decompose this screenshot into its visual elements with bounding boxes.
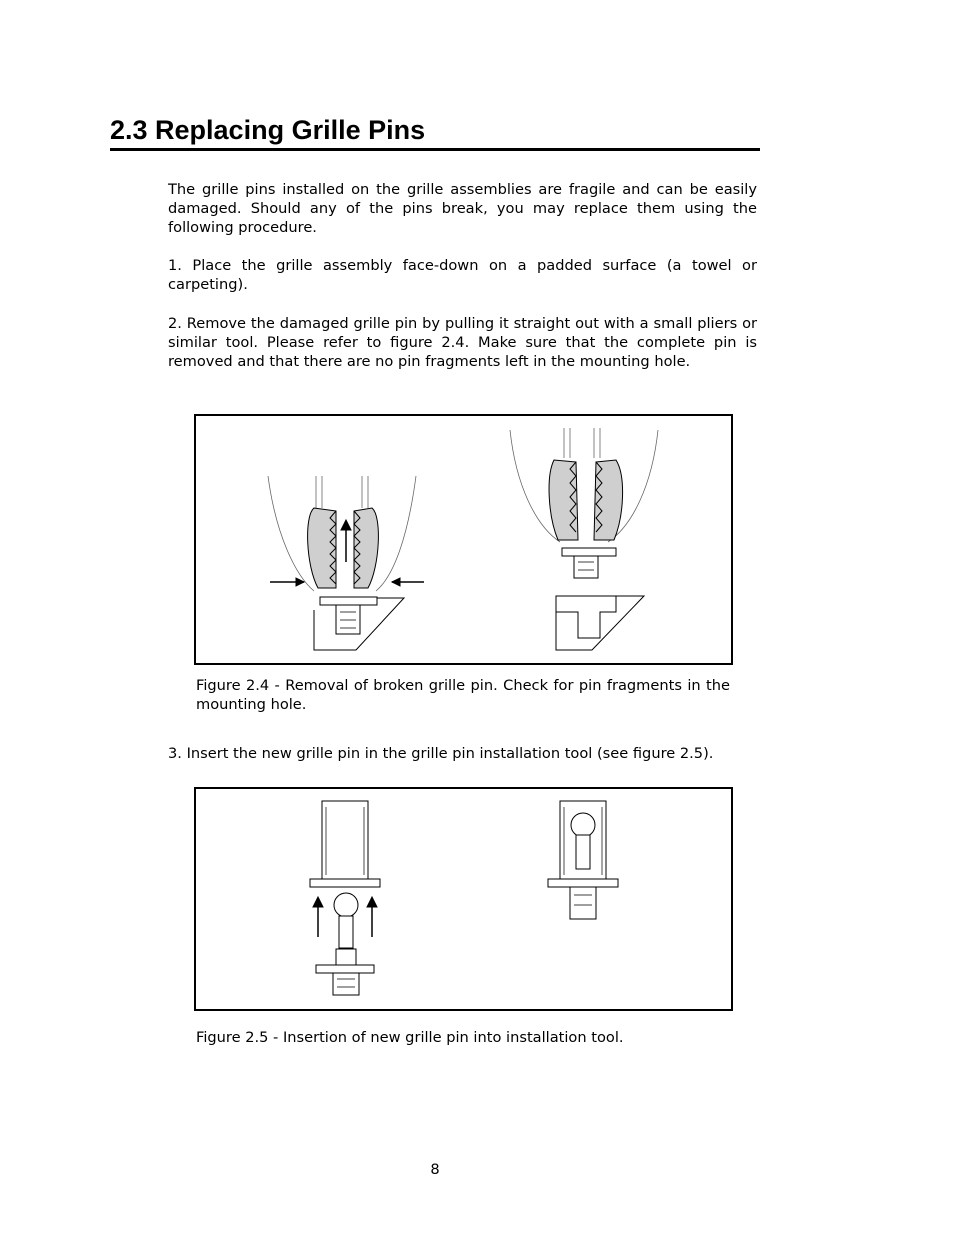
pin-seated-in-tool-illustration xyxy=(548,801,618,919)
pliers-gripping-pin-illustration xyxy=(268,476,424,650)
pliers-removed-pin-illustration xyxy=(510,428,658,650)
figure-2-4 xyxy=(194,414,733,665)
step-3-paragraph: 3. Insert the new grille pin in the grille pin installation tool (see figure 2.5). xyxy=(168,745,714,762)
step-1-paragraph: 1. Place the grille assembly face-down on a padded surface (a towel or carpeting). xyxy=(168,257,757,293)
figure-2-4-caption: Figure 2.4 - Removal of broken grille pin. Check for pin fragments in the mounting hole. xyxy=(196,677,730,713)
tool-with-pin-inserting-illustration xyxy=(310,801,380,995)
figure-2-5 xyxy=(194,787,733,1011)
page-title: 2.3 Replacing Grille Pins xyxy=(110,112,760,151)
figure-2-4-illustration xyxy=(196,416,731,663)
figure-2-5-illustration xyxy=(196,789,731,1009)
intro-paragraph: The grille pins installed on the grille assemblies are fragile and can be easily damaged. Should any of the pins break, you may replace them using the following procedure. xyxy=(168,181,757,236)
page-number: 8 xyxy=(430,1161,440,1178)
figure-2-5-caption: Figure 2.5 - Insertion of new grille pin into installation tool. xyxy=(196,1029,624,1046)
step-2-paragraph: 2. Remove the damaged grille pin by pulling it straight out with a small pliers or similar tool. Please refer to figure 2.4. Make sure that the complete pin is removed and that there are no pin fragments left in the mounting hole. xyxy=(168,315,757,370)
